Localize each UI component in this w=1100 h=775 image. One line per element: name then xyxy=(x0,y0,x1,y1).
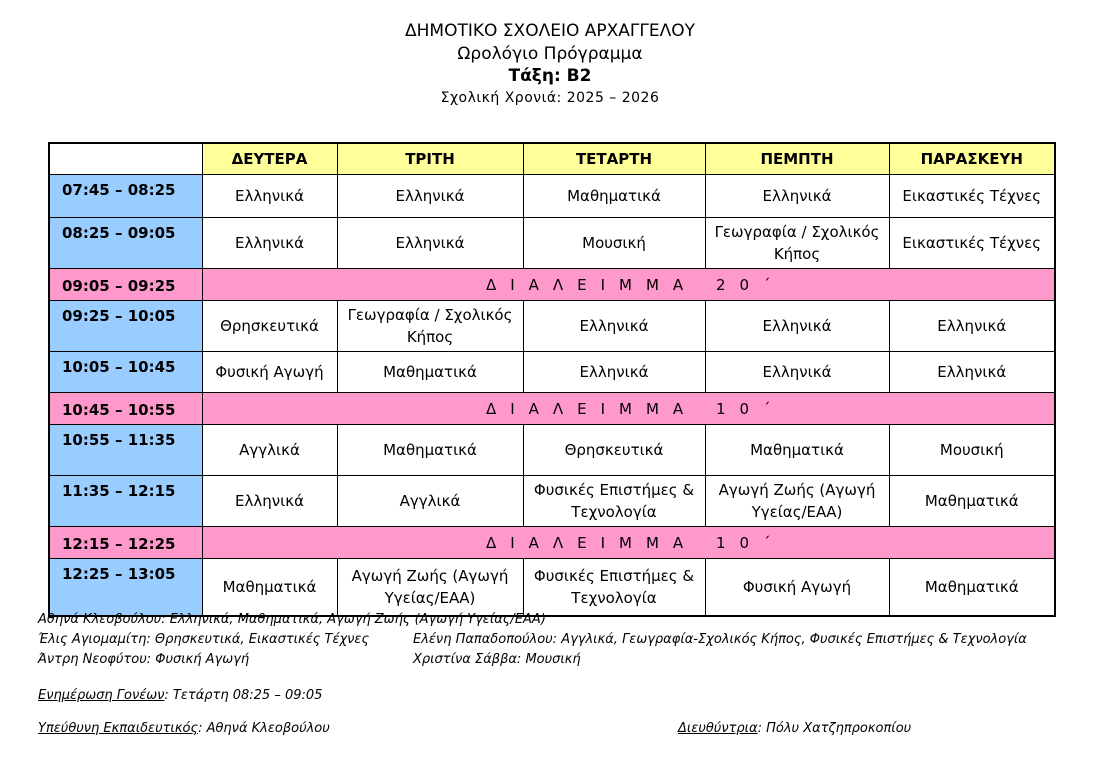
parent-meeting xyxy=(38,688,322,703)
teacher-row xyxy=(38,610,1088,630)
lesson-cell: Ελληνικά xyxy=(889,301,1055,352)
teacher-row xyxy=(38,630,1088,650)
timetable xyxy=(48,142,1056,617)
lesson-cell: Ελληνικά xyxy=(337,175,523,218)
lesson-cell: Γεωγραφία / Σχολικός Κήπος xyxy=(337,301,523,352)
responsible-teacher-label: Υπεύθυνη Εκπαιδευτικός xyxy=(38,721,199,736)
lesson-cell: Αγωγή Ζωής (Αγωγή Υγείας/ΕΑΑ) xyxy=(705,476,889,527)
lesson-cell: Αγγλικά xyxy=(337,476,523,527)
break-label: ΔΙΑΛΕΙΜΜΑ 10΄ xyxy=(202,527,1055,559)
parent-meeting-label: Ενημέρωση Γονέων xyxy=(38,688,165,703)
lesson-cell: Εικαστικές Τέχνες xyxy=(889,218,1055,269)
day-header: ΠΑΡΑΣΚΕΥΗ xyxy=(889,143,1055,175)
lesson-cell: Ελληνικά xyxy=(202,476,337,527)
document-title: Ωρολόγιο Πρόγραμμα xyxy=(457,44,643,64)
director-value: : Πόλυ Χατζηπροκοπίου xyxy=(757,721,912,736)
lesson-cell: Μουσική xyxy=(523,218,705,269)
period-time: 11:35 – 12:15 xyxy=(49,476,202,527)
teacher-row xyxy=(38,650,1088,670)
teacher-entry: Άντρη Νεοφύτου: Φυσική Αγωγή xyxy=(38,652,250,667)
director xyxy=(678,721,911,736)
break-row xyxy=(49,527,1055,559)
lesson-cell: Ελληνικά xyxy=(705,301,889,352)
lesson-row xyxy=(49,476,1055,527)
lesson-row xyxy=(49,175,1055,218)
lesson-row xyxy=(49,352,1055,393)
teacher-list xyxy=(38,610,1088,670)
lesson-row xyxy=(49,301,1055,352)
lesson-cell: Μαθηματικά xyxy=(202,559,337,617)
period-time: 10:05 – 10:45 xyxy=(49,352,202,393)
lesson-cell: Θρησκευτικά xyxy=(202,301,337,352)
teacher-entry: Έλις Αγιομαμίτη: Θρησκευτικά, Εικαστικές Τέχνες xyxy=(38,632,370,647)
teacher-entry: Ελένη Παπαδοπούλου: Αγγλικά, Γεωγραφία-Σχολικός Κήπος, Φυσικές Επιστήμες & Τεχνολογία xyxy=(413,632,1027,647)
class-label: Τάξη: Β2 xyxy=(508,66,592,86)
lesson-cell: Αγωγή Ζωής (Αγωγή Υγείας/ΕΑΑ) xyxy=(337,559,523,617)
day-header: ΤΕΤΑΡΤΗ xyxy=(523,143,705,175)
lesson-cell: Μαθηματικά xyxy=(337,352,523,393)
lesson-cell: Μουσική xyxy=(889,425,1055,476)
period-time: 07:45 – 08:25 xyxy=(49,175,202,218)
break-row xyxy=(49,269,1055,301)
document-header xyxy=(0,20,1100,109)
lesson-cell: Ελληνικά xyxy=(523,301,705,352)
teacher-entry: Αθηνά Κλεοβούλου: Ελληνικά, Μαθηματικά, Αγωγή Ζωής (Αγωγή Υγείας/ΕΑΑ) xyxy=(38,612,546,627)
teacher-entry: Χριστίνα Σάββα: Μουσική xyxy=(413,652,581,667)
break-time: 09:05 – 09:25 xyxy=(49,269,202,301)
lesson-cell: Μαθηματικά xyxy=(337,425,523,476)
break-label: ΔΙΑΛΕΙΜΜΑ 20΄ xyxy=(202,269,1055,301)
signatures xyxy=(38,721,1088,736)
school-year: Σχολική Χρονιά: 2025 – 2026 xyxy=(440,90,660,106)
lesson-cell: Μαθηματικά xyxy=(889,476,1055,527)
lesson-cell: Ελληνικά xyxy=(889,352,1055,393)
responsible-teacher xyxy=(38,721,330,736)
period-time: 12:25 – 13:05 xyxy=(49,559,202,617)
lesson-cell: Μαθηματικά xyxy=(523,175,705,218)
day-header: ΠΕΜΠΤΗ xyxy=(705,143,889,175)
corner-cell xyxy=(49,143,202,175)
lesson-cell: Φυσική Αγωγή xyxy=(202,352,337,393)
lesson-cell: Μαθηματικά xyxy=(705,425,889,476)
lesson-row xyxy=(49,425,1055,476)
lesson-cell: Ελληνικά xyxy=(705,352,889,393)
break-row xyxy=(49,393,1055,425)
school-name: ΔΗΜΟΤΙΚΟ ΣΧΟΛΕΙΟ ΑΡΧΑΓΓΕΛΟΥ xyxy=(405,21,695,41)
lesson-cell: Φυσική Αγωγή xyxy=(705,559,889,617)
parent-meeting-value: : Τετάρτη 08:25 – 09:05 xyxy=(164,688,323,703)
lesson-cell: Θρησκευτικά xyxy=(523,425,705,476)
lesson-cell: Φυσικές Επιστήμες & Τεχνολογία xyxy=(523,476,705,527)
day-header: ΤΡΙΤΗ xyxy=(337,143,523,175)
break-time: 10:45 – 10:55 xyxy=(49,393,202,425)
lesson-cell: Γεωγραφία / Σχολικός Κήπος xyxy=(705,218,889,269)
lesson-cell: Ελληνικά xyxy=(523,352,705,393)
period-time: 08:25 – 09:05 xyxy=(49,218,202,269)
lesson-cell: Ελληνικά xyxy=(337,218,523,269)
lesson-cell: Ελληνικά xyxy=(202,175,337,218)
responsible-teacher-value: : Αθηνά Κλεοβούλου xyxy=(198,721,330,736)
lesson-row xyxy=(49,559,1055,617)
lesson-cell: Ελληνικά xyxy=(705,175,889,218)
lesson-cell: Μαθηματικά xyxy=(889,559,1055,617)
lesson-cell: Φυσικές Επιστήμες & Τεχνολογία xyxy=(523,559,705,617)
break-label: ΔΙΑΛΕΙΜΜΑ 10΄ xyxy=(202,393,1055,425)
lesson-cell: Ελληνικά xyxy=(202,218,337,269)
director-label: Διευθύντρια xyxy=(678,721,758,736)
break-time: 12:15 – 12:25 xyxy=(49,527,202,559)
lesson-cell: Εικαστικές Τέχνες xyxy=(889,175,1055,218)
period-time: 10:55 – 11:35 xyxy=(49,425,202,476)
period-time: 09:25 – 10:05 xyxy=(49,301,202,352)
lesson-row xyxy=(49,218,1055,269)
day-header-row xyxy=(49,143,1055,175)
day-header: ΔΕΥΤΕΡΑ xyxy=(202,143,337,175)
lesson-cell: Αγγλικά xyxy=(202,425,337,476)
